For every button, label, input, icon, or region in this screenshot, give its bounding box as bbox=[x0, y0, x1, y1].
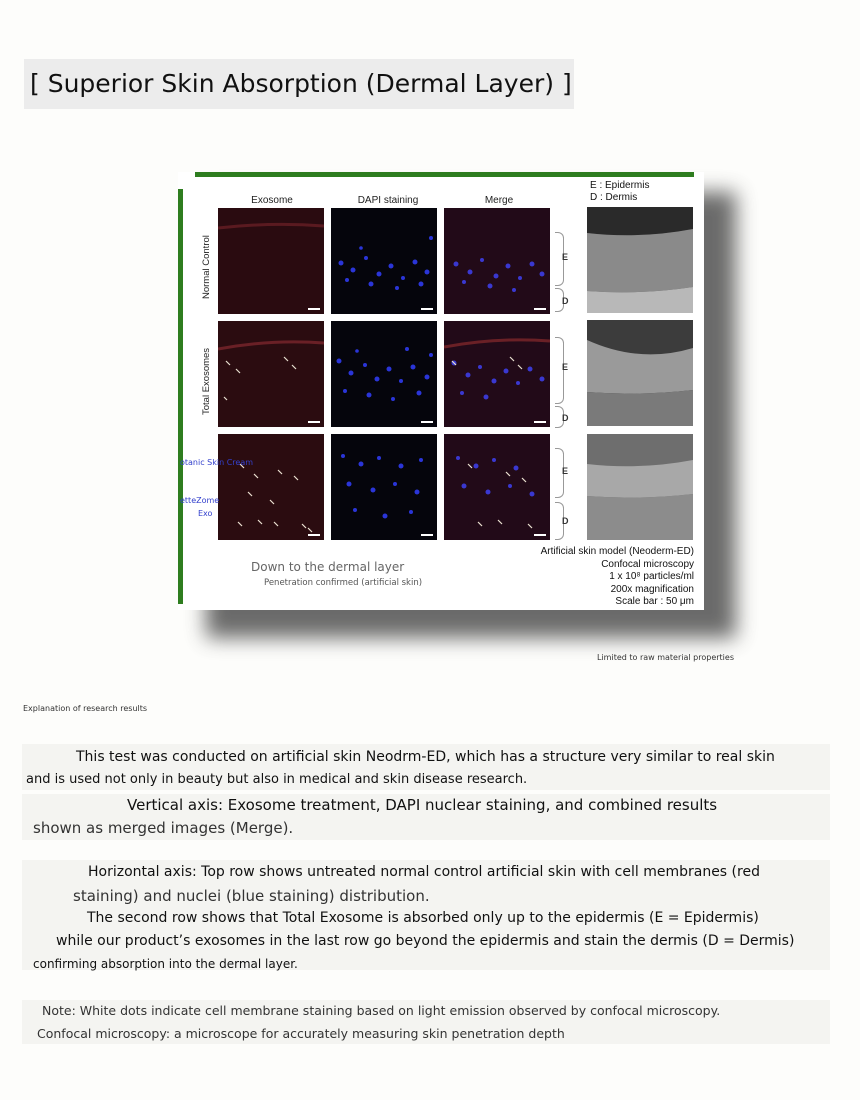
micrograph-control-merge bbox=[444, 208, 550, 314]
skin-model-image-control bbox=[587, 207, 693, 313]
paragraph-line: This test was conducted on artificial skin Neodrm-ED, which has a structure very similar to real skin bbox=[76, 749, 775, 765]
legend-dermis: D : Dermis bbox=[590, 192, 638, 203]
figure-caption-sub: Penetration confirmed (artificial skin) bbox=[264, 578, 423, 588]
paragraph-line: and is used not only in beauty but also in medical and skin disease research. bbox=[26, 772, 528, 787]
epidermis-label: E bbox=[562, 252, 569, 262]
scale-bar bbox=[421, 308, 433, 310]
note-line: Note: White dots indicate cell membrane staining based on light emission observed by confocal microscopy. bbox=[42, 1003, 721, 1018]
paragraph-line: Horizontal axis: Top row shows untreated normal control artificial skin with cell membranes (red bbox=[88, 864, 760, 880]
row-header-total-exosomes: Total Exosomes bbox=[201, 347, 212, 415]
skin-model-image-product bbox=[587, 434, 693, 540]
micrograph-total-exosome bbox=[218, 321, 324, 427]
micrograph-product-exosome bbox=[218, 434, 324, 540]
column-header-dapi: DAPI staining bbox=[357, 195, 419, 206]
column-header-merge: Merge bbox=[484, 195, 514, 206]
note-line: Confocal microscopy: a microscope for accurately measuring skin penetration depth bbox=[37, 1026, 565, 1041]
model-info bbox=[541, 546, 694, 609]
scale-bar bbox=[534, 534, 546, 536]
scale-bar bbox=[421, 534, 433, 536]
paragraph-line: shown as merged images (Merge). bbox=[33, 819, 294, 837]
research-figure bbox=[178, 172, 704, 610]
scale-bar bbox=[421, 421, 433, 423]
dermis-label: D bbox=[562, 516, 569, 526]
limited-note: Limited to raw material properties bbox=[597, 653, 734, 662]
micrograph-total-dapi bbox=[331, 321, 437, 427]
page-title: [ Superior Skin Absorption (Dermal Layer) ] bbox=[30, 69, 572, 98]
section-label: Explanation of research results bbox=[23, 704, 148, 713]
paragraph-line: Vertical axis: Exosome treatment, DAPI nuclear staining, and combined results bbox=[127, 796, 718, 814]
micrograph-control-exosome bbox=[218, 208, 324, 314]
figure-accent-top bbox=[195, 172, 694, 177]
model-info-line: Artificial skin model (Neoderm-ED) bbox=[540, 546, 694, 557]
micrograph-total-merge bbox=[444, 321, 550, 427]
overlay-product-label: Exo bbox=[198, 509, 213, 518]
model-info-line: 1 x 10⁸ particles/ml bbox=[609, 571, 694, 582]
model-info-line: Scale bar : 50 μm bbox=[615, 596, 694, 607]
epidermis-label: E bbox=[562, 362, 569, 372]
scale-bar bbox=[534, 421, 546, 423]
scale-bar bbox=[308, 421, 320, 423]
micrograph-control-dapi bbox=[331, 208, 437, 314]
paragraph-line: confirming absorption into the dermal layer. bbox=[33, 957, 298, 971]
paragraph-line: while our product’s exosomes in the last row go beyond the epidermis and stain the dermis (D = Dermis) bbox=[56, 933, 795, 949]
epidermis-label: E bbox=[562, 466, 569, 476]
scale-bar bbox=[308, 534, 320, 536]
column-header-exosome: Exosome bbox=[251, 195, 293, 206]
paragraph-line: The second row shows that Total Exosome is absorbed only up to the epidermis (E = Epidermis) bbox=[87, 910, 759, 926]
scale-bar bbox=[534, 308, 546, 310]
scale-bar bbox=[308, 308, 320, 310]
figure-accent-left bbox=[178, 189, 183, 604]
paragraph-line: staining) and nuclei (blue staining) distribution. bbox=[73, 887, 430, 905]
micrograph-product-merge bbox=[444, 434, 550, 540]
dermis-label: D bbox=[562, 413, 569, 423]
dermis-label: D bbox=[562, 296, 569, 306]
row-header-normal-control: Normal Control bbox=[201, 235, 212, 299]
model-info-line: Confocal microscopy bbox=[601, 558, 694, 570]
title-banner bbox=[24, 59, 574, 109]
micrograph-product-dapi bbox=[331, 434, 437, 540]
figure-caption-main: Down to the dermal layer bbox=[251, 560, 405, 574]
overlay-product-label: otanic Skin Cream bbox=[180, 458, 254, 467]
skin-model-image-total bbox=[587, 320, 693, 426]
overlay-product-label: etteZome bbox=[180, 496, 220, 505]
legend-epidermis: E : Epidermis bbox=[590, 180, 650, 191]
model-info-line: 200x magnification bbox=[610, 583, 694, 595]
